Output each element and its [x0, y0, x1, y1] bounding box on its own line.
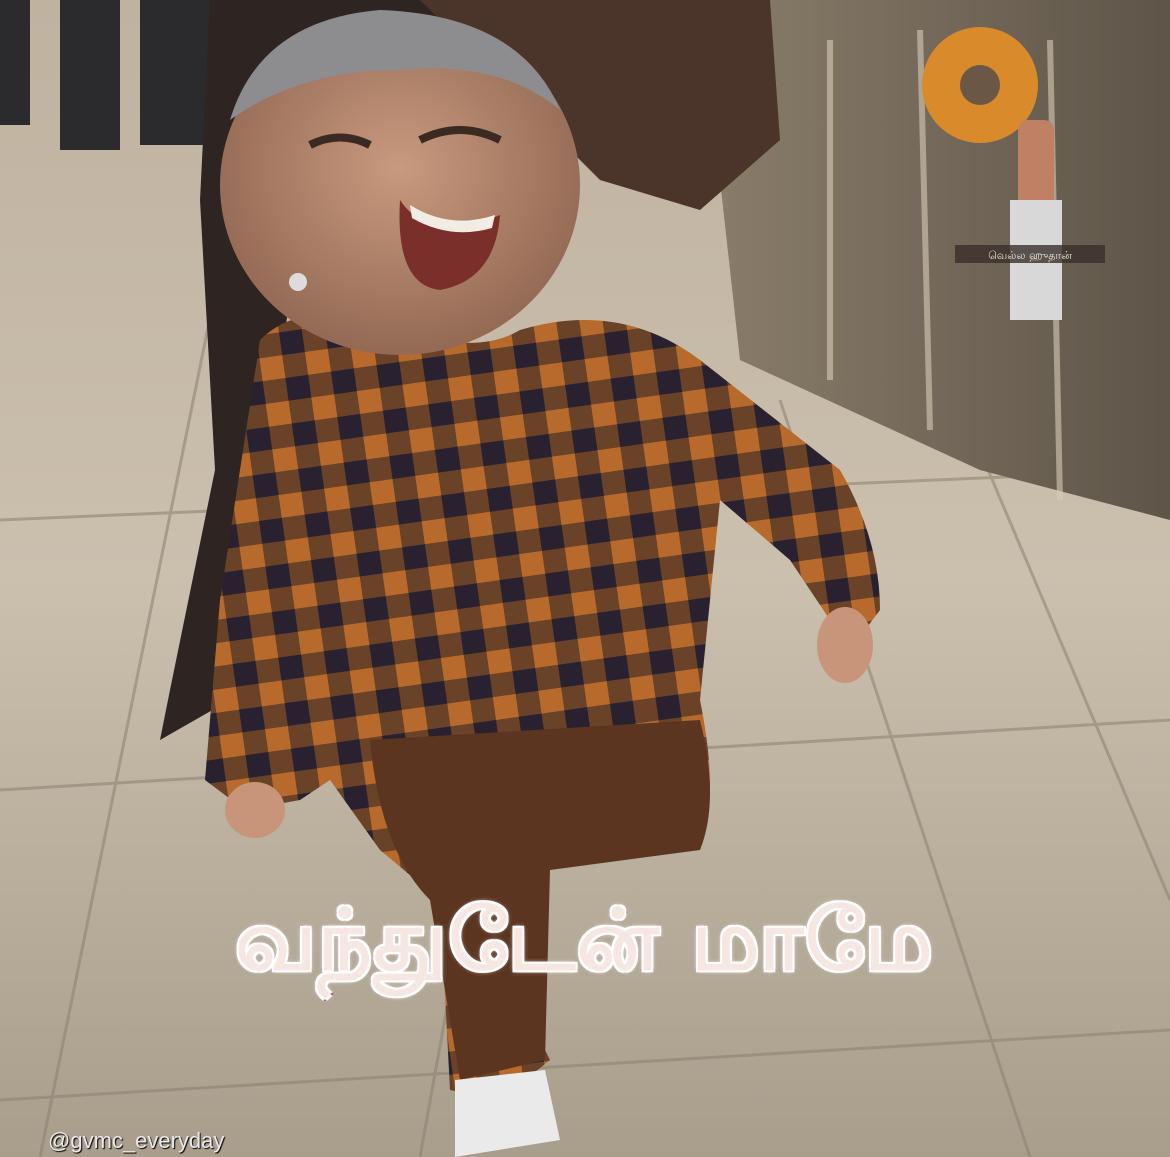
- right-hand: [817, 607, 873, 683]
- meme-caption: வந்துடேன் மாமே: [235, 891, 935, 989]
- watermark-handle: @gvmc_everyday: [48, 1128, 225, 1153]
- left-hand: [225, 782, 285, 838]
- sticker-banner-text: வெல்ல ஹுதான்: [988, 249, 1072, 262]
- laughing-face: [220, 10, 580, 355]
